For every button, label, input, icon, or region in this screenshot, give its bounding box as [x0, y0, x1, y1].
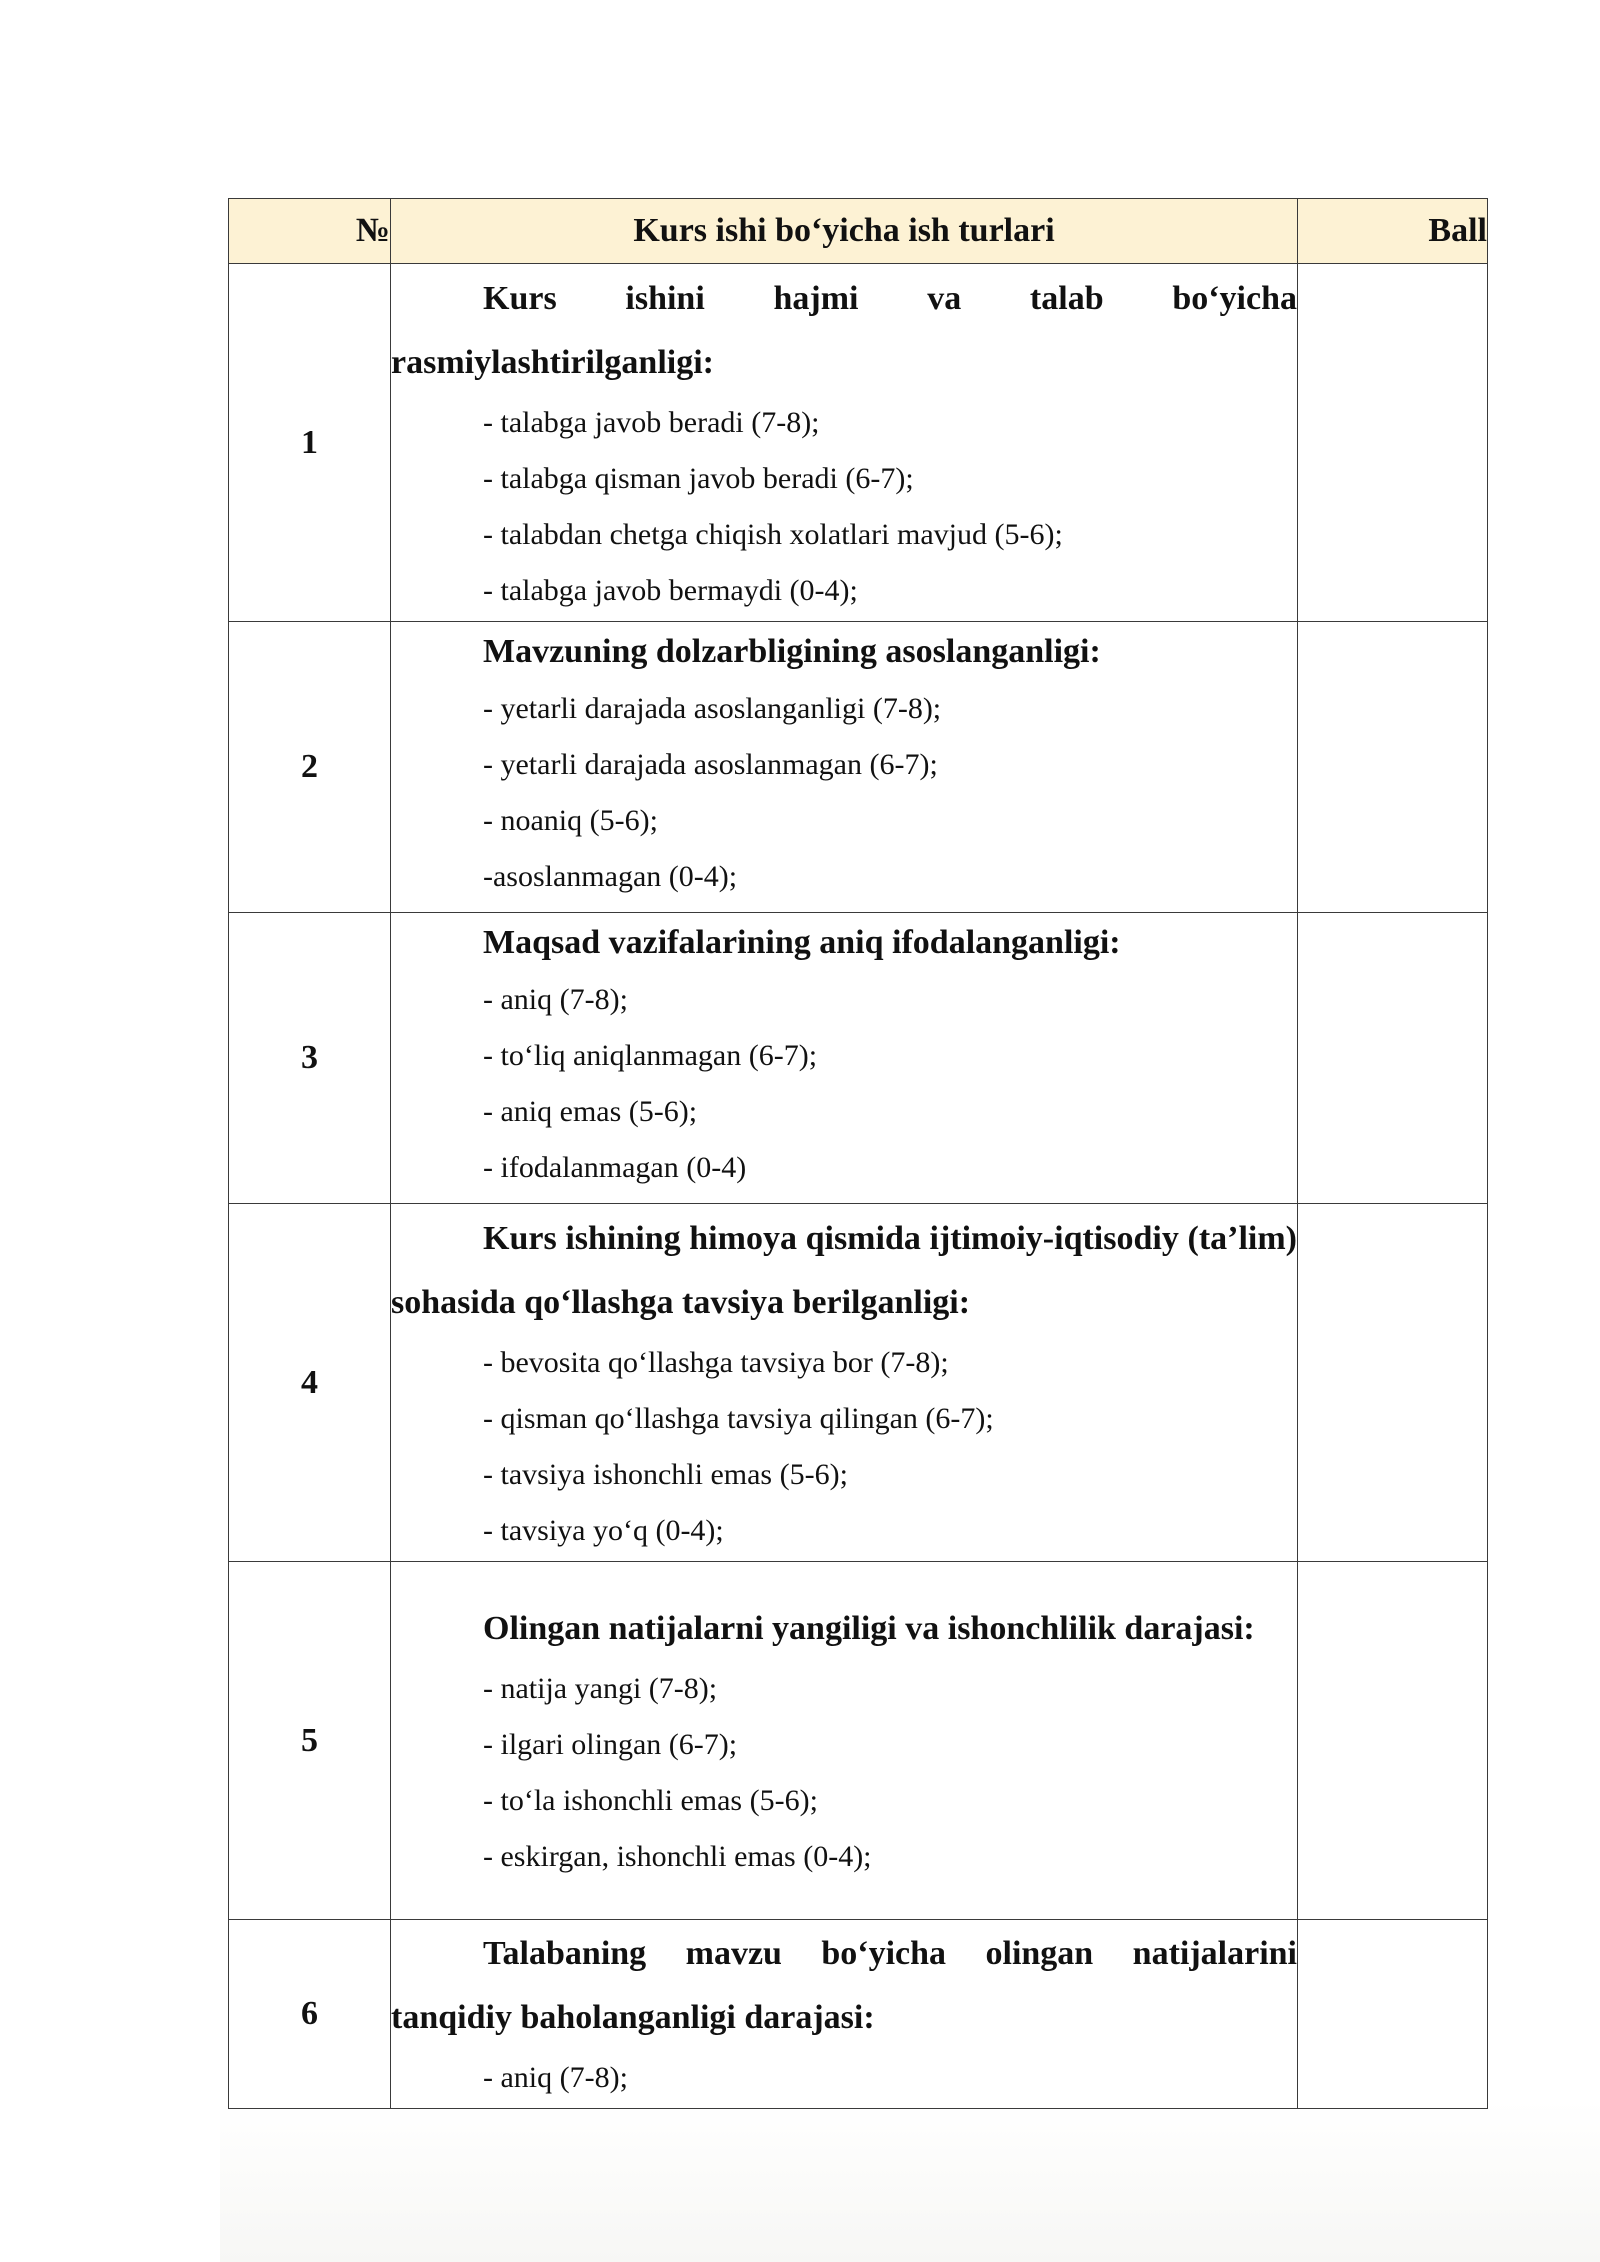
- ball-cell: [1298, 1920, 1488, 2109]
- criterion-item: - aniq (7-8);: [483, 2061, 628, 2094]
- table-row: [229, 264, 1488, 622]
- criterion-item: - talabga qisman javob beradi (6-7);: [483, 461, 914, 495]
- table-row: [229, 913, 1488, 1204]
- criterion-item: - yetarli darajada asoslanganligi (7-8);: [483, 692, 942, 725]
- criterion-title: Kurs ishining himoya qismida ijtimoiy-iqtisodiy (ta’lim) sohasida qo‘llashga tavsiya berilganligi:: [391, 1219, 1297, 1321]
- ball-cell: [1298, 1204, 1488, 1562]
- header-work-types: Kurs ishi bo‘yicha ish turlari: [391, 199, 1298, 264]
- page-shadow: [220, 2100, 1600, 2262]
- criterion-items: [391, 1335, 1297, 1559]
- criterion-cell: [391, 264, 1298, 622]
- criterion-item: - natija yangi (7-8);: [483, 1671, 718, 1705]
- ball-cell: [1298, 1562, 1488, 1920]
- ball-cell: [1298, 622, 1488, 913]
- row-number: 3: [229, 913, 391, 1204]
- criterion-item: - to‘la ishonchli emas (5-6);: [483, 1783, 818, 1817]
- criterion-title: Kurs ishini hajmi va talab bo‘yicha rasmiylashtirilganligi:: [391, 279, 1297, 381]
- row-number: 5: [229, 1562, 391, 1920]
- table-row: [229, 622, 1488, 913]
- table-row: [229, 1204, 1488, 1562]
- criterion-item: - noaniq (5-6);: [483, 804, 658, 837]
- row-number: 4: [229, 1204, 391, 1562]
- header-number: №: [229, 199, 391, 264]
- row-number: 2: [229, 622, 391, 913]
- criterion-item: - bevosita qo‘llashga tavsiya bor (7-8);: [483, 1345, 949, 1379]
- table-row: [229, 1562, 1488, 1920]
- criterion-item: - talabga javob bermaydi (0-4);: [483, 573, 858, 607]
- criterion-cell: [391, 913, 1298, 1204]
- criterion-item: - talabga javob beradi (7-8);: [483, 405, 820, 439]
- criterion-cell: [391, 1920, 1298, 2109]
- criterion-item: - eskirgan, ishonchli emas (0-4);: [483, 1839, 872, 1873]
- criterion-item: - aniq emas (5-6);: [483, 1095, 698, 1128]
- criterion-cell: [391, 1204, 1298, 1562]
- criterion-title: Olingan natijalarni yangiligi va ishonchlilik darajasi:: [483, 1609, 1255, 1647]
- ball-cell: [1298, 264, 1488, 622]
- criterion-items: [391, 972, 1297, 1196]
- criterion-cell: [391, 1562, 1298, 1920]
- criterion-item: - qisman qo‘llashga tavsiya qilingan (6-7);: [483, 1401, 994, 1435]
- criterion-item: - to‘liq aniqlanmagan (6-7);: [483, 1039, 818, 1072]
- criterion-item: - talabdan chetga chiqish xolatlari mavjud (5-6);: [483, 517, 1063, 551]
- ball-cell: [1298, 913, 1488, 1204]
- table-row: [229, 1920, 1488, 2109]
- criterion-item: - tavsiya ishonchli emas (5-6);: [483, 1457, 848, 1491]
- criterion-items: [391, 395, 1297, 619]
- criterion-item: - aniq (7-8);: [483, 983, 628, 1016]
- grading-table: [228, 198, 1488, 2109]
- criterion-title: Maqsad vazifalarining aniq ifodalanganligi:: [483, 924, 1121, 961]
- criterion-item: -asoslanmagan (0-4);: [483, 860, 738, 893]
- criterion-title: Talabaning mavzu bo‘yicha olingan natijalarini tanqidiy baholanganligi darajasi:: [391, 1935, 1297, 2036]
- criterion-items: [391, 2050, 1297, 2106]
- criterion-cell: [391, 622, 1298, 913]
- criterion-item: - yetarli darajada asoslanmagan (6-7);: [483, 748, 938, 781]
- criterion-item: - ifodalanmagan (0-4): [483, 1151, 747, 1184]
- criterion-items: [391, 681, 1297, 905]
- criterion-item: - tavsiya yo‘q (0-4);: [483, 1513, 724, 1547]
- header-ball: Ball: [1298, 199, 1488, 264]
- criterion-item: - ilgari olingan (6-7);: [483, 1727, 738, 1761]
- criterion-items: [391, 1661, 1297, 1885]
- table-header-row: [229, 199, 1488, 264]
- criterion-title: Mavzuning dolzarbligining asoslanganligi:: [483, 633, 1101, 670]
- row-number: 6: [229, 1920, 391, 2109]
- row-number: 1: [229, 264, 391, 622]
